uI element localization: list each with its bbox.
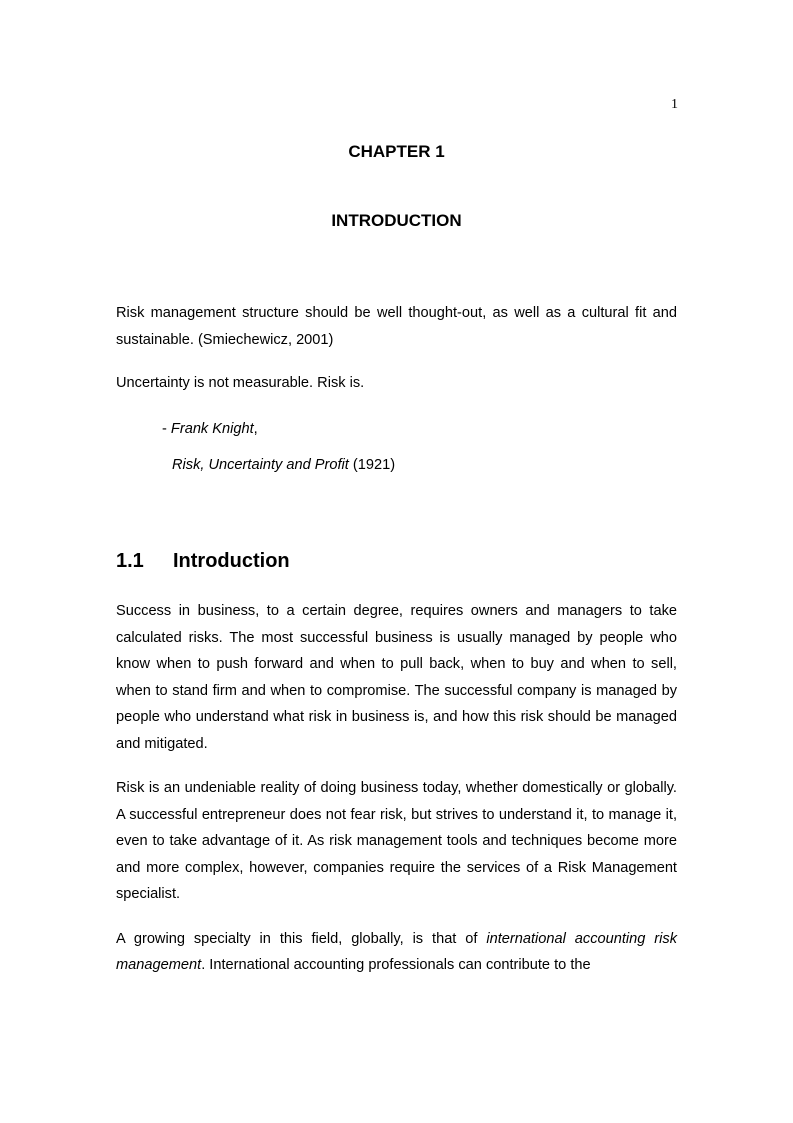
attribution-dash: - [162, 421, 171, 437]
section-number: 1.1 [116, 550, 144, 572]
section-body [116, 598, 677, 997]
paragraph-3 [116, 926, 677, 979]
section-heading [116, 547, 290, 575]
chapter-label: CHAPTER 1 [348, 142, 445, 161]
attribution-work-year: (1921) [348, 457, 396, 473]
attribution-comma: , [253, 421, 258, 437]
paragraph-1: Success in business, to a certain degree, requires owners and managers to take calculated risks. The most successful business is usually managed by people who know when to push forward and when to pull back, when to buy and when to sell, when to stand firm and when to compromise. The successful company is managed by people who understand what risk in business is, and how this risk should be managed and mitigated. [116, 603, 677, 752]
chapter-title: INTRODUCTION [331, 211, 462, 230]
attribution-author-name: Frank Knight [170, 421, 254, 437]
section-title: Introduction [173, 550, 290, 572]
attribution-work-title: Risk, Uncertainty and Profit [172, 457, 349, 473]
paragraph-3-emphasis: international accounting risk management [116, 930, 677, 973]
epigraph [116, 300, 677, 414]
epigraph-quote-smiechewicz: Risk management structure should be well thought-out, as well as a cultural fit and sustainable. (Smiechewicz, 2001) [116, 305, 677, 348]
paragraph-2: Risk is an undeniable reality of doing business today, whether domestically or globally. A successful entrepreneur does not fear risk, but strives to understand it, to manage it, even to take advantage of it. As risk management tools and techniques become more and more complex, however, companies require the services of a Risk Management specialist. [116, 780, 677, 902]
paragraph-3-start: A growing specialty in this field, globally, is that of [116, 930, 487, 947]
paragraph-3-end: . International accounting professionals can contribute to the [201, 957, 591, 973]
epigraph-quote-knight: Uncertainty is not measurable. Risk is. [116, 375, 365, 391]
epigraph-attribution-work [172, 455, 395, 475]
epigraph-attribution-author [162, 419, 258, 439]
page-number: 1 [671, 97, 678, 112]
